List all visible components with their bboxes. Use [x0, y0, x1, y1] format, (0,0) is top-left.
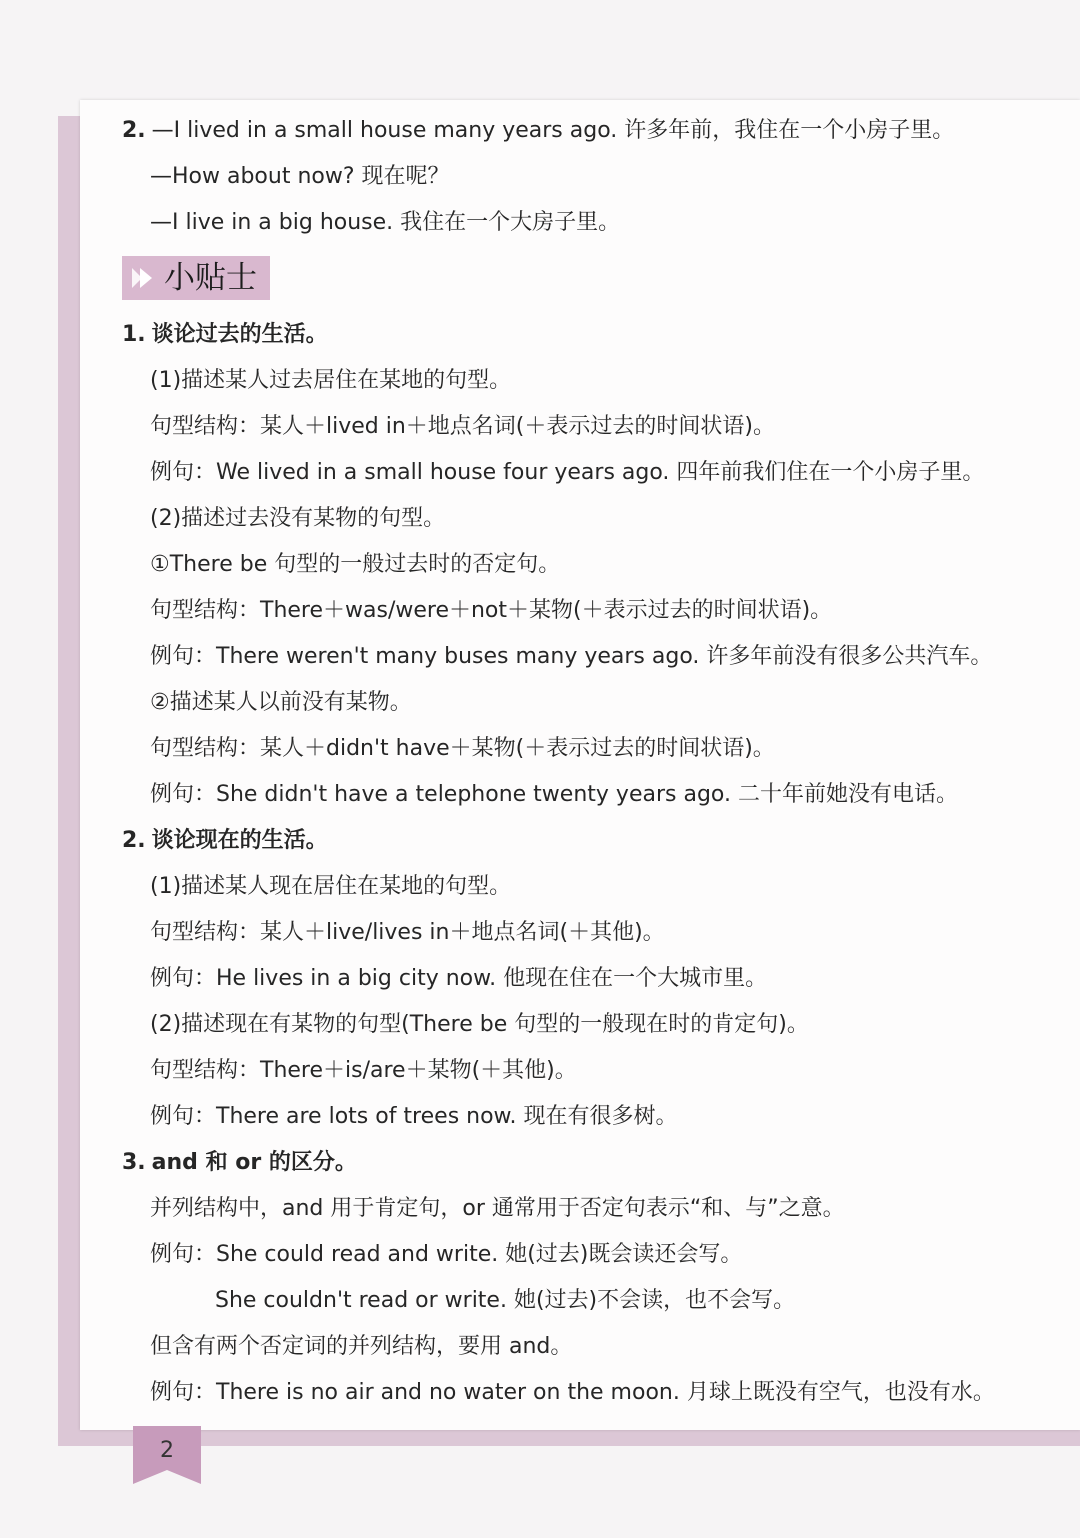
- section-3-line: 并列结构中，and 用于肯定句，or 通常用于否定句表示“和、与”之意。: [150, 1196, 845, 1221]
- section-3-title: and 和 or 的区分。: [151, 1150, 357, 1175]
- section-3-line: 例句：There is no air and no water on the moon. 月球上既没有空气，也没有水。: [150, 1380, 995, 1405]
- dialogue-number: 2.: [122, 118, 146, 143]
- tips-title: 小贴士: [164, 260, 257, 296]
- section-2-line: 例句：There are lots of trees now. 现在有很多树。: [150, 1104, 678, 1129]
- dialogue-line-3: —I live in a big house. 我住在一个大房子里。: [150, 210, 621, 235]
- section-2-line: 例句：He lives in a big city now. 他现在住在一个大城市里。: [150, 966, 768, 991]
- section-1-line: (2)描述过去没有某物的句型。: [150, 506, 446, 531]
- section-2-number: 2.: [122, 828, 146, 853]
- section-1-line: 例句：We lived in a small house four years ago. 四年前我们住在一个小房子里。: [150, 460, 985, 485]
- section-1-number: 1.: [122, 322, 146, 347]
- section-2-line: (1)描述某人现在居住在某地的句型。: [150, 874, 512, 899]
- section-3-heading: [122, 1148, 357, 1178]
- section-1-line: ①There be 句型的一般过去时的否定句。: [150, 552, 561, 577]
- double-arrow-right-icon: [130, 265, 156, 291]
- section-3-line: 但含有两个否定词的并列结构，要用 and。: [150, 1334, 573, 1359]
- section-3-line: She couldn't read or write. 她(过去)不会读，也不会写。: [215, 1288, 796, 1313]
- section-1-heading: [122, 320, 328, 350]
- section-1-line: ②描述某人以前没有某物。: [150, 690, 412, 715]
- section-2-line: 句型结构：There＋is/are＋某物(＋其他)。: [150, 1058, 577, 1083]
- dialogue-line-1: [122, 116, 954, 146]
- section-3-number: 3.: [122, 1150, 146, 1175]
- section-2-title: 谈论现在的生活。: [151, 828, 328, 853]
- page-number: 2: [160, 1438, 174, 1463]
- section-1-line: 例句：There weren't many buses many years ago. 许多年前没有很多公共汽车。: [150, 644, 993, 669]
- section-2-line: 句型结构：某人＋live/lives in＋地点名词(＋其他)。: [150, 920, 665, 945]
- dialogue-text-1: —I lived in a small house many years ago. 许多年前，我住在一个小房子里。: [151, 118, 955, 143]
- dialogue-line-2: —How about now? 现在呢？: [150, 164, 450, 189]
- section-3-line: 例句：She could read and write. 她(过去)既会读还会写。: [150, 1242, 743, 1267]
- section-1-line: 句型结构：There＋was/were＋not＋某物(＋表示过去的时间状语)。: [150, 598, 833, 623]
- section-1-line: (1)描述某人过去居住在某地的句型。: [150, 368, 512, 393]
- section-1-line: 句型结构：某人＋lived in＋地点名词(＋表示过去的时间状语)。: [150, 414, 775, 439]
- section-1-title: 谈论过去的生活。: [151, 322, 328, 347]
- section-2-heading: [122, 826, 328, 856]
- section-2-line: (2)描述现在有某物的句型(There be 句型的一般现在时的肯定句)。: [150, 1012, 809, 1037]
- section-1-line: 句型结构：某人＋didn't have＋某物(＋表示过去的时间状语)。: [150, 736, 775, 761]
- section-1-line: 例句：She didn't have a telephone twenty years ago. 二十年前她没有电话。: [150, 782, 958, 807]
